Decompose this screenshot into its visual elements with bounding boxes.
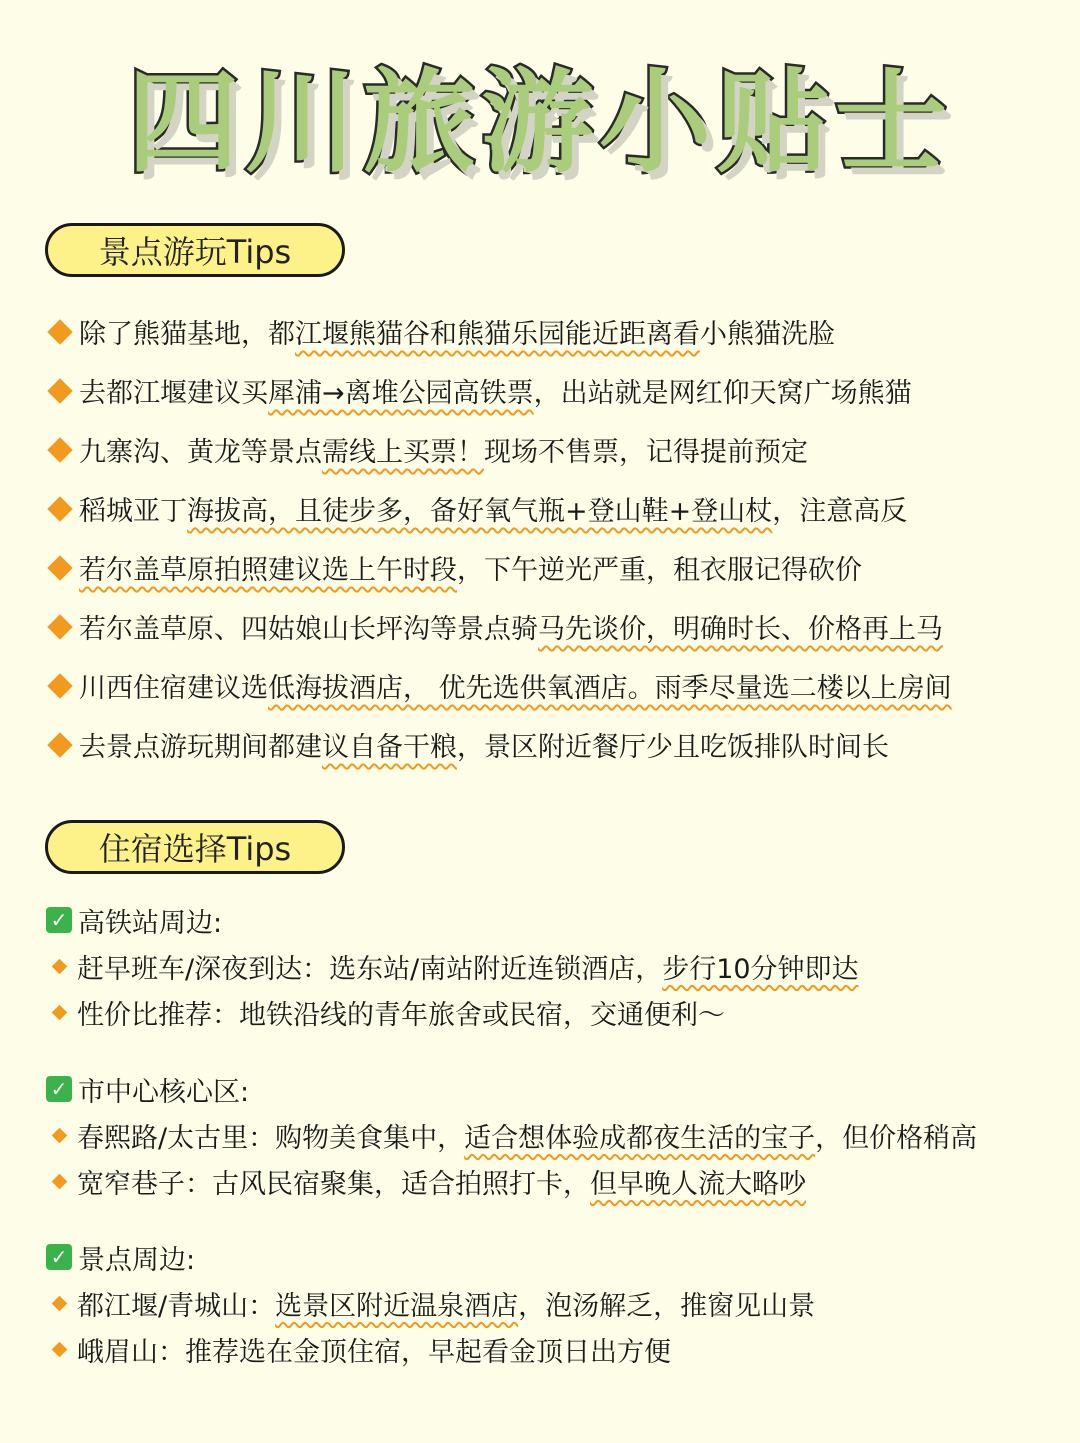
- item-text: 赶早班车/深夜到达：选东站/南站附近连锁酒店，步行10分钟即达: [77, 953, 859, 985]
- section-heading-label: 住宿选择Tips: [98, 830, 292, 868]
- orange-diamond-icon: [47, 319, 72, 344]
- item-text: 宽窄巷子：古风民宿聚集，适合拍照打卡，但早晚人流大略吵: [77, 1168, 806, 1200]
- orange-diamond-icon: [52, 1295, 68, 1311]
- orange-diamond-icon: [47, 378, 72, 403]
- list-item: [44, 1158, 1064, 1204]
- item-text: 峨眉山：推荐选在金顶住宿，早起看金顶日出方便: [77, 1336, 671, 1368]
- attraction-tips-list: [44, 302, 1064, 774]
- lodging-group-scenic: [44, 1234, 1064, 1372]
- orange-diamond-icon: [47, 673, 72, 698]
- tip-text: 稻城亚丁海拔高，且徒步多，备好氧气瓶+登山鞋+登山杖，注意高反: [79, 496, 908, 527]
- item-text: 性价比推荐：地铁沿线的青年旅舍或民宿，交通便利～: [77, 999, 725, 1031]
- list-item: [44, 597, 1064, 656]
- orange-diamond-icon: [52, 1341, 68, 1357]
- orange-diamond-icon: [47, 614, 72, 639]
- list-item: [44, 1112, 1064, 1158]
- item-text: 春熙路/太古里：购物美食集中，适合想体验成都夜生活的宝子，但价格稍高: [77, 1122, 978, 1154]
- item-text: 都江堰/青城山：选景区附近温泉酒店，泡汤解乏，推窗见山景: [77, 1290, 816, 1322]
- list-item: [44, 656, 1064, 715]
- orange-diamond-icon: [52, 958, 68, 974]
- group-title: 市中心核心区:: [78, 1076, 250, 1108]
- list-item: [44, 361, 1064, 420]
- tip-text: 川西住宿建议选低海拔酒店， 优先选供氧酒店。雨季尽量选二楼以上房间: [79, 673, 952, 704]
- section-heading-label: 景点游玩Tips: [98, 233, 292, 271]
- list-item: [44, 479, 1064, 538]
- group-title-row: [44, 1066, 1064, 1112]
- list-item: [44, 538, 1064, 597]
- checkmark-icon: ✓: [46, 1076, 72, 1102]
- orange-diamond-icon: [47, 496, 72, 521]
- list-item: [44, 302, 1064, 361]
- list-item: [44, 715, 1064, 774]
- checkmark-icon: ✓: [46, 907, 72, 933]
- checkmark-icon: ✓: [46, 1244, 72, 1270]
- tip-text: 九寨沟、黄龙等景点需线上买票！现场不售票，记得提前预定: [79, 437, 808, 468]
- title-area: [0, 58, 1080, 188]
- list-item: [44, 420, 1064, 479]
- orange-diamond-icon: [47, 555, 72, 580]
- list-item: [44, 1326, 1064, 1372]
- section-heading-attractions: [45, 223, 345, 277]
- orange-diamond-icon: [52, 1004, 68, 1020]
- section-heading-lodging: [45, 820, 345, 874]
- orange-diamond-icon: [47, 732, 72, 757]
- group-title-row: [44, 1234, 1064, 1280]
- list-item: [44, 1280, 1064, 1326]
- orange-diamond-icon: [52, 1127, 68, 1143]
- tip-text: 若尔盖草原、四姑娘山长坪沟等景点骑马先谈价，明确时长、价格再上马: [79, 614, 943, 645]
- tip-text: 去景点游玩期间都建议自备干粮，景区附近餐厅少且吃饭排队时间长: [79, 732, 889, 763]
- tip-text: 去都江堰建议买犀浦→离堆公园高铁票，出站就是网红仰天窝广场熊猫: [79, 378, 912, 409]
- tip-text: 若尔盖草原拍照建议选上午时段，下午逆光严重，租衣服记得砍价: [79, 555, 862, 586]
- page-title: 四川旅游小贴士: [127, 58, 953, 188]
- group-title: 景点周边:: [78, 1244, 196, 1276]
- tip-text: 除了熊猫基地，都江堰熊猫谷和熊猫乐园能近距离看小熊猫洗脸: [79, 319, 835, 350]
- orange-diamond-icon: [47, 437, 72, 462]
- list-item: [44, 989, 1064, 1035]
- group-title: 高铁站周边:: [78, 907, 223, 939]
- list-item: [44, 943, 1064, 989]
- group-title-row: [44, 897, 1064, 943]
- lodging-group-downtown: [44, 1066, 1064, 1204]
- orange-diamond-icon: [52, 1173, 68, 1189]
- lodging-group-station: [44, 897, 1064, 1035]
